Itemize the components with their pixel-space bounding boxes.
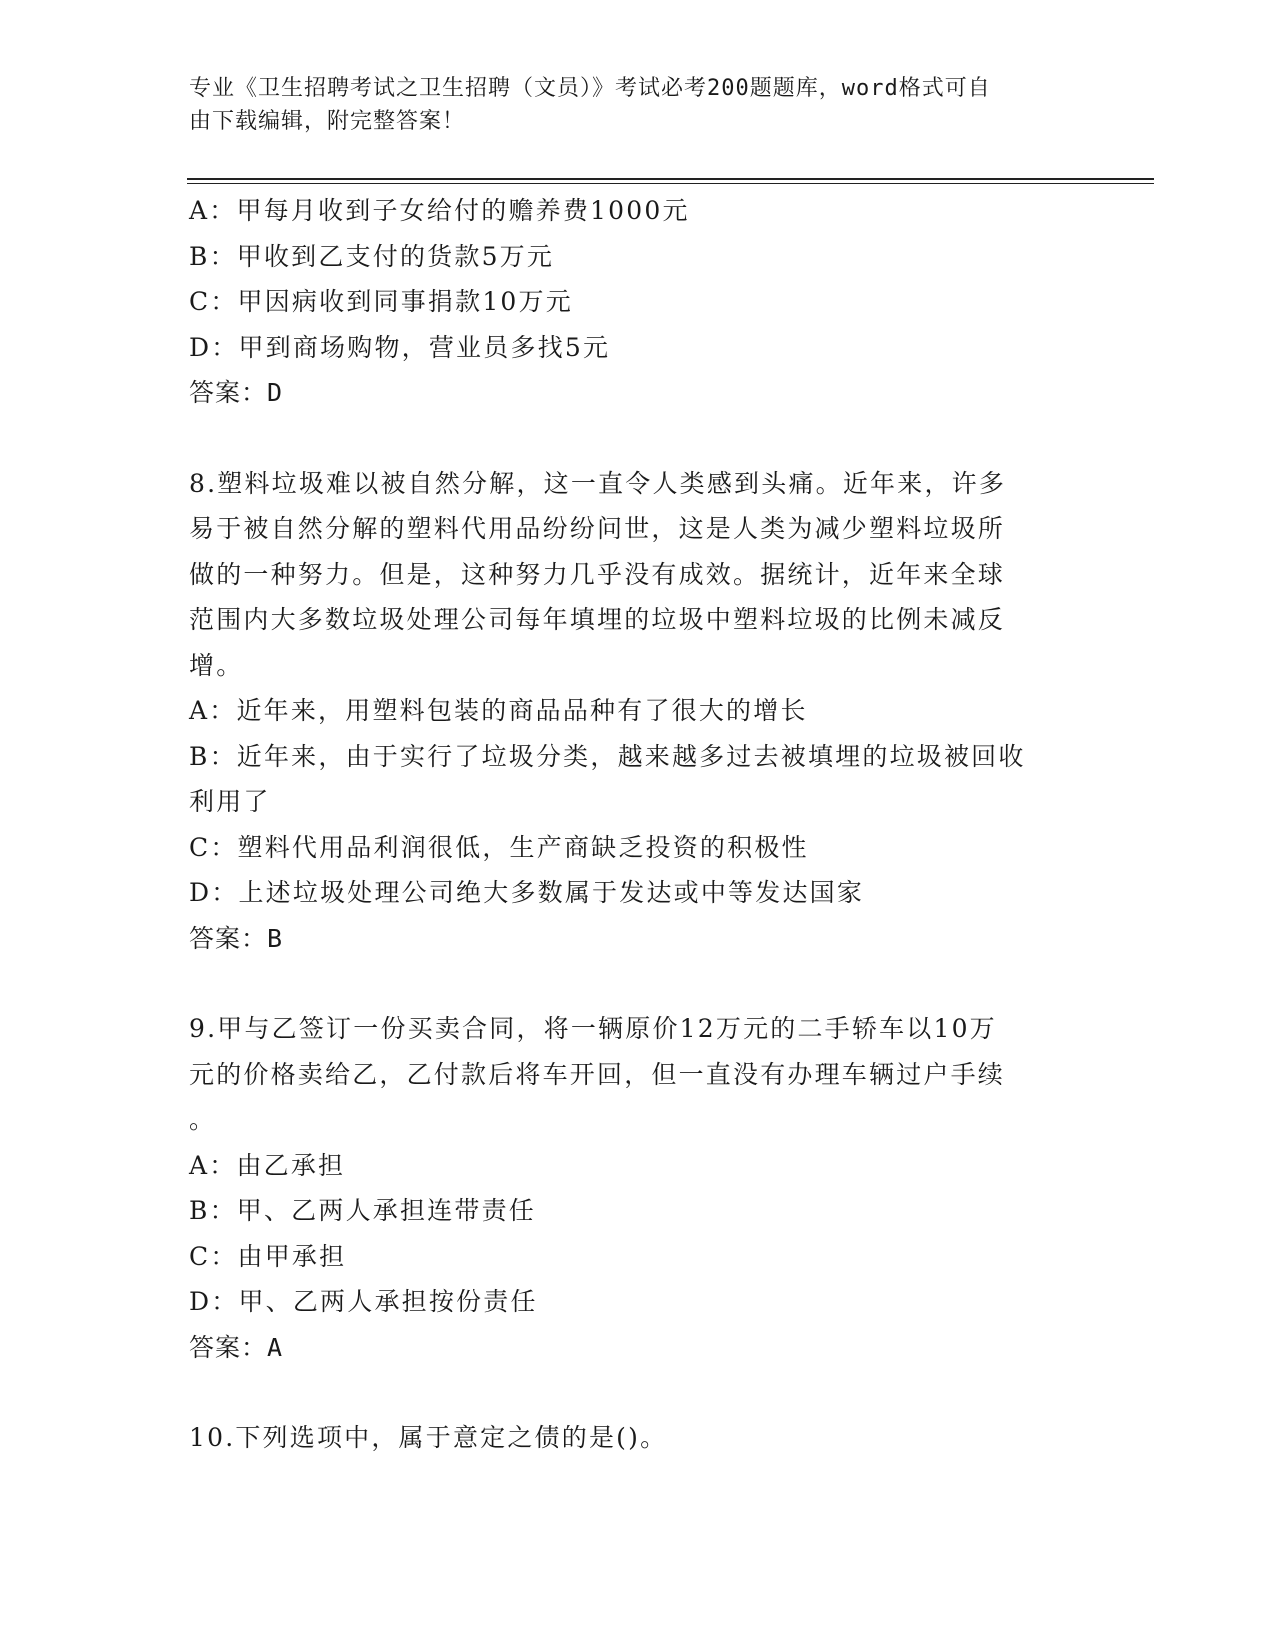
question-stem-line: 8.塑料垃圾难以被自然分解，这一直令人类感到头痛。近年来，许多 bbox=[189, 468, 1007, 498]
header-line: 由下载编辑，附完整答案！ bbox=[189, 109, 466, 134]
option-a: A：近年来，用塑料包装的商品品种有了很大的增长 bbox=[189, 696, 808, 725]
question-stem-line: 10.下列选项中，属于意定之债的是()。 bbox=[189, 1423, 668, 1452]
question-9 bbox=[189, 1006, 1089, 1370]
question-stem-line: 做的一种努力。但是，这种努力几乎没有成效。据统计，近年来全球 bbox=[189, 559, 1006, 589]
option-d: D：甲、乙两人承担按份责任 bbox=[189, 1287, 538, 1316]
answer-label: 答案：D bbox=[189, 378, 284, 407]
question-7 bbox=[189, 188, 1089, 416]
question-stem-line: 增。 bbox=[189, 650, 244, 680]
option-d: D：上述垃圾处理公司绝大多数属于发达或中等发达国家 bbox=[189, 878, 865, 907]
option-b-continued: 利用了 bbox=[189, 787, 271, 816]
question-stem-line: 范围内大多数垃圾处理公司每年填埋的垃圾中塑料垃圾的比例未减反 bbox=[189, 605, 1006, 634]
question-10 bbox=[189, 1415, 1089, 1461]
header-divider-thick bbox=[187, 178, 1154, 180]
question-stem-line: 元的价格卖给乙，乙付款后将车开回，但一直没有办理车辆过户手续 bbox=[189, 1059, 1006, 1089]
option-b: B：甲、乙两人承担连带责任 bbox=[189, 1196, 536, 1225]
question-8 bbox=[189, 461, 1089, 962]
document-header bbox=[189, 72, 1079, 138]
option-c: C：甲因病收到同事捐款10万元 bbox=[189, 287, 573, 316]
question-stem-line: 9.甲与乙签订一份买卖合同，将一辆原价12万元的二手轿车以10万 bbox=[189, 1014, 997, 1043]
option-d: D：甲到商场购物，营业员多找5元 bbox=[189, 332, 611, 362]
question-stem-line: 。 bbox=[189, 1105, 217, 1134]
option-c: C：塑料代用品利润很低，生产商缺乏投资的积极性 bbox=[189, 832, 809, 862]
option-a: A：由乙承担 bbox=[189, 1150, 346, 1180]
header-divider-thin bbox=[187, 183, 1154, 184]
option-c: C：由甲承担 bbox=[189, 1241, 347, 1271]
option-b: B：甲收到乙支付的货款5万元 bbox=[189, 241, 555, 271]
answer-label: 答案：A bbox=[189, 1332, 284, 1362]
header-line: 专业《卫生招聘考试之卫生招聘（文员）》考试必考200题题库，word格式可自 bbox=[189, 76, 991, 101]
option-a: A：甲每月收到子女给付的赡养费1000元 bbox=[189, 196, 690, 225]
document-body bbox=[189, 188, 1089, 1461]
question-stem-line: 易于被自然分解的塑料代用品纷纷问世，这是人类为减少塑料垃圾所 bbox=[189, 514, 1006, 543]
answer-label: 答案：B bbox=[189, 923, 284, 953]
option-b: B：近年来，由于实行了垃圾分类，越来越多过去被填埋的垃圾被回收 bbox=[189, 741, 1026, 771]
